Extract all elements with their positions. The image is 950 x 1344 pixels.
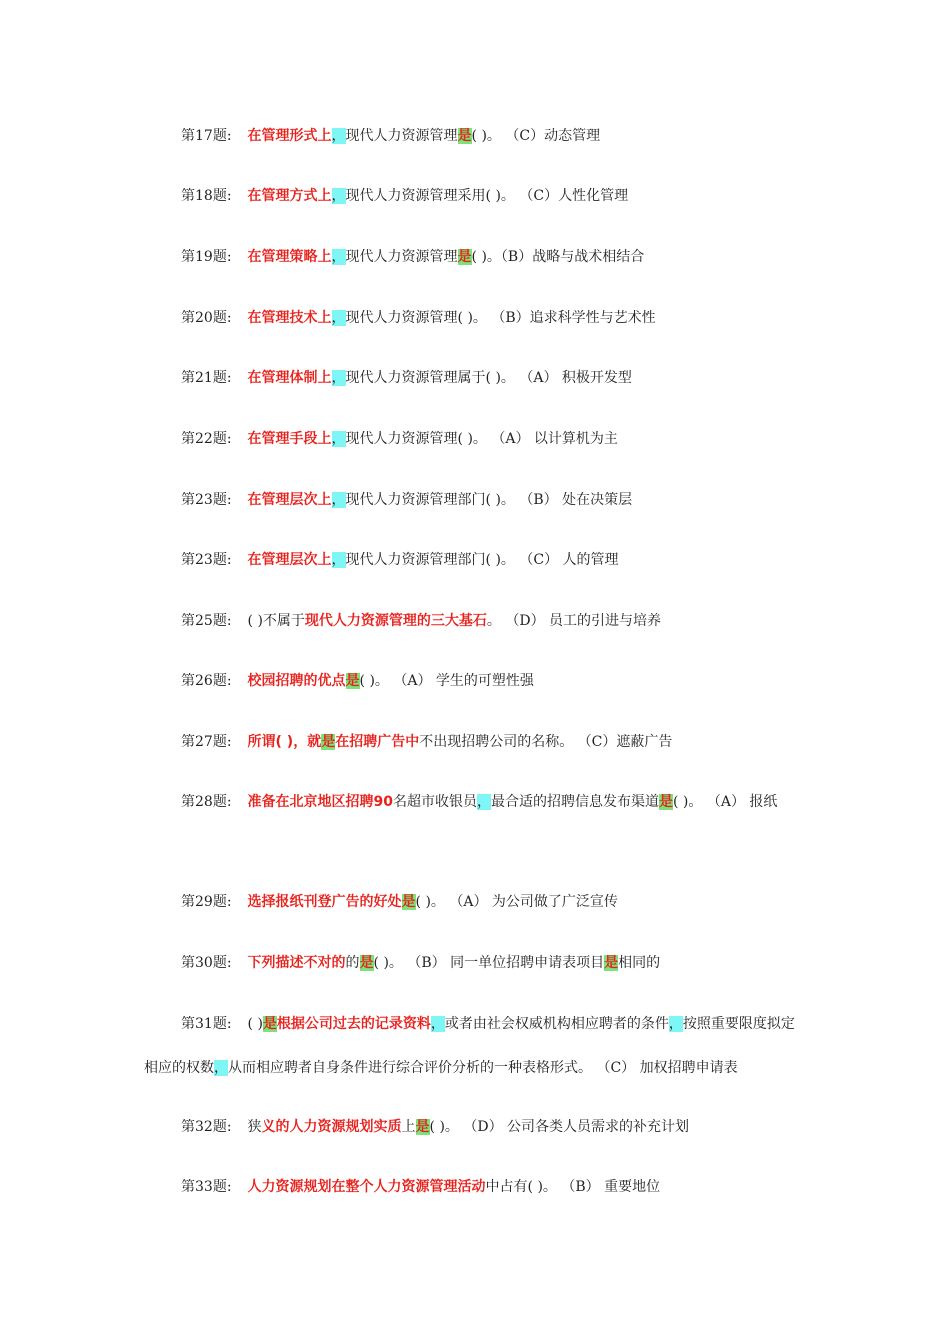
highlighted-text: 是 <box>415 1119 430 1135</box>
highlighted-text: ， <box>331 128 346 144</box>
highlighted-text: 义的人力资源规划实质 <box>261 1119 402 1135</box>
question-item <box>144 941 806 985</box>
highlighted-text: 在管理层次上 <box>247 552 332 568</box>
question-text: 狭 <box>247 1119 262 1135</box>
question-item <box>144 296 806 340</box>
highlighted-text: ， <box>331 188 346 204</box>
question-text: 现代人力资源管理部门( )。 （B） 处在决策层 <box>345 492 633 508</box>
highlighted-text: 是 <box>359 955 374 971</box>
question-item <box>144 1002 806 1090</box>
question-text: 的 <box>345 955 360 971</box>
question-number: 第28题: <box>181 794 232 810</box>
question-number: 第19题: <box>181 249 232 265</box>
question-text: 从而相应聘者自身条件进行综合评价分析的一种表格形式。 （C） 加权招聘申请表 <box>228 1060 738 1076</box>
highlighted-text: 是 <box>457 249 472 265</box>
question-item <box>144 780 806 824</box>
highlighted-text: 是 <box>457 128 472 144</box>
question-item <box>144 1165 806 1209</box>
question-text: ( )。 （C）动态管理 <box>471 128 601 144</box>
question-number: 第22题: <box>181 431 232 447</box>
highlighted-text: 在招聘广告中 <box>335 734 420 750</box>
highlighted-text: 下列描述不对的 <box>247 955 346 971</box>
question-number: 第18题: <box>181 188 232 204</box>
question-text: 按照重要限度拟定相应的权数 <box>144 1016 795 1076</box>
question-item <box>144 880 806 924</box>
question-text: 或者由社会权威机构相应聘者的条件 <box>444 1016 669 1032</box>
question-text: ( )。 （A） 学生的可塑性强 <box>359 673 534 689</box>
question-item <box>144 235 806 279</box>
question-number: 第32题: <box>181 1119 232 1135</box>
question-text: ( )。 （A） 报纸 <box>673 794 778 810</box>
highlighted-text: 在管理体制上 <box>247 370 332 386</box>
question-number: 第26题: <box>181 673 232 689</box>
question-text: ( )。 （D） 公司各类人员需求的补充计划 <box>429 1119 690 1135</box>
highlighted-text: 是 <box>262 1016 277 1032</box>
highlighted-text: 根据公司过去的记录资料 <box>276 1016 431 1032</box>
question-text: ( ) <box>247 1016 263 1032</box>
question-text: 相同的 <box>618 955 661 971</box>
question-text: 。 （D） 员工的引进与培养 <box>486 613 662 629</box>
highlighted-text: 在管理方式上 <box>247 188 332 204</box>
question-item <box>144 417 806 461</box>
highlighted-text: 是 <box>321 734 336 750</box>
highlighted-text: ， <box>214 1060 228 1076</box>
highlighted-text: ， <box>331 249 346 265</box>
highlighted-text: 在管理技术上 <box>247 310 332 326</box>
question-item <box>144 356 806 400</box>
highlighted-text: 是 <box>401 894 416 910</box>
highlighted-text: 在管理层次上 <box>247 492 332 508</box>
question-item <box>144 114 806 158</box>
question-item <box>144 174 806 218</box>
highlighted-text: 准备在北京地区招聘90 <box>247 794 394 810</box>
question-text: 现代人力资源管理部门( )。 （C） 人的管理 <box>345 552 619 568</box>
question-number: 第23题: <box>181 492 232 508</box>
highlighted-text: ， <box>331 310 346 326</box>
question-number: 第31题: <box>181 1016 232 1032</box>
question-number: 第30题: <box>181 955 232 971</box>
question-text: 上 <box>401 1119 416 1135</box>
question-number: 第29题: <box>181 894 232 910</box>
question-number: 第23题: <box>181 552 232 568</box>
question-text: 现代人力资源管理 <box>345 249 458 265</box>
question-item <box>144 659 806 703</box>
highlighted-text: 所谓( )，就 <box>247 734 322 750</box>
highlighted-text: ， <box>331 552 346 568</box>
highlighted-text: 现代人力资源管理的三大基石 <box>304 613 487 629</box>
question-number: 第17题: <box>181 128 232 144</box>
highlighted-text: ， <box>331 370 346 386</box>
highlighted-text: ， <box>668 1016 683 1032</box>
highlighted-text: 选择报纸刊登广告的好处 <box>247 894 402 910</box>
question-text: ( )。 （A） 为公司做了广泛宣传 <box>415 894 618 910</box>
question-text: ( )。 （B） 同一单位招聘申请表项目 <box>373 955 605 971</box>
highlighted-text: 是 <box>659 794 674 810</box>
question-number: 第33题: <box>181 1179 232 1195</box>
highlighted-text: ， <box>430 1016 445 1032</box>
highlighted-text: 在管理形式上 <box>247 128 332 144</box>
question-item <box>144 720 806 764</box>
question-item <box>144 1105 806 1149</box>
question-item <box>144 538 806 582</box>
question-number: 第27题: <box>181 734 232 750</box>
question-item <box>144 478 806 522</box>
question-number: 第21题: <box>181 370 232 386</box>
highlighted-text: 是 <box>345 673 360 689</box>
question-text: ( )不属于 <box>247 613 305 629</box>
highlighted-text: 在管理手段上 <box>247 431 332 447</box>
question-number: 第20题: <box>181 310 232 326</box>
highlighted-text: ， <box>477 794 492 810</box>
question-text: 最合适的招聘信息发布渠道 <box>491 794 660 810</box>
question-text: 现代人力资源管理 <box>345 128 458 144</box>
question-text: 现代人力资源管理采用( )。 （C）人性化管理 <box>345 188 629 204</box>
question-item <box>144 599 806 643</box>
question-text: 现代人力资源管理( )。 （A） 以计算机为主 <box>345 431 618 447</box>
question-text: 不出现招聘公司的名称。 （C）遮蔽广告 <box>419 734 673 750</box>
question-text: 中占有( )。 （B） 重要地位 <box>485 1179 661 1195</box>
highlighted-text: 在管理策略上 <box>247 249 332 265</box>
highlighted-text: ， <box>331 431 346 447</box>
highlighted-text: 是 <box>604 955 619 971</box>
question-text: 现代人力资源管理( )。 （B）追求科学性与艺术性 <box>345 310 656 326</box>
highlighted-text: ， <box>331 492 346 508</box>
question-number: 第25题: <box>181 613 232 629</box>
question-text: 名超市收银员 <box>393 794 478 810</box>
question-text: 现代人力资源管理属于( )。 （A） 积极开发型 <box>345 370 632 386</box>
highlighted-text: 校园招聘的优点 <box>247 673 346 689</box>
question-text: ( )。（B）战略与战术相结合 <box>471 249 645 265</box>
highlighted-text: 人力资源规划在整个人力资源管理活动 <box>247 1179 486 1195</box>
